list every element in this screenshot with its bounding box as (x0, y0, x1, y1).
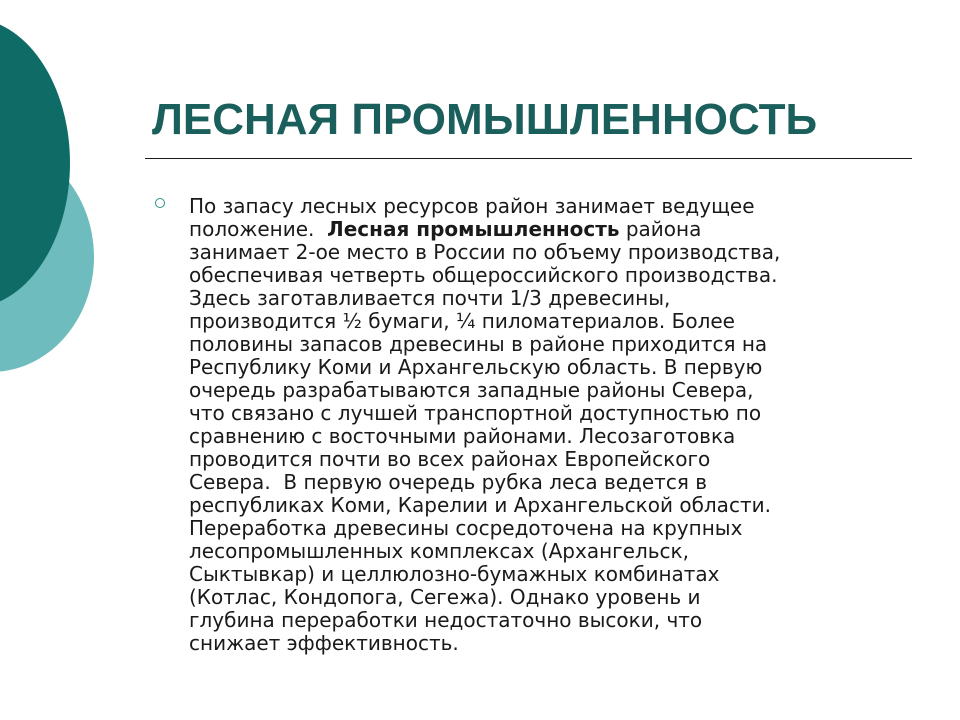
paragraph-line: проводится почти во всех районах Европейского (189, 447, 711, 471)
paragraph-line: Переработка древесины сосредоточена на крупных (189, 516, 743, 540)
paragraph-line: что связано с лучшей транспортной доступностью по (189, 401, 762, 425)
bullet-paragraph (189, 195, 901, 655)
title-divider (145, 158, 912, 159)
paragraph-line: производится ½ бумаги, ¼ пиломатериалов. Более (189, 309, 735, 333)
paragraph-line: глубина переработки недостаточно высоки, что (189, 608, 703, 632)
paragraph-line: половины запасов древесины в районе приходится на (189, 332, 768, 356)
paragraph-text-segment: положение. (189, 217, 328, 241)
paragraph-line: По запасу лесных ресурсов район занимает ведущее (189, 194, 755, 218)
paragraph-line: Севера. В первую очередь рубка леса ведется в (189, 470, 707, 494)
paragraph-line: сравнению с восточными районами. Лесозаготовка (189, 424, 736, 448)
paragraph-line: занимает 2-ое место в России по объему производства, (189, 240, 781, 264)
paragraph-text-segment: района (619, 217, 702, 241)
paragraph-line: Здесь заготавливается почти 1/3 древесины, (189, 286, 671, 310)
paragraph-line-with-emphasis (189, 218, 901, 241)
paragraph-line: Сыктывкар) и целлюлозно-бумажных комбинатах (189, 562, 720, 586)
paragraph-line: (Котлас, Кондопога, Сегежа). Однако уровень и (189, 585, 701, 609)
paragraph-line: очередь разрабатываются западные районы Севера, (189, 378, 754, 402)
paragraph-line: Республику Коми и Архангельскую область. В первую (189, 355, 763, 379)
paragraph-line: обеспечивая четверть общероссийского производства. (189, 263, 778, 287)
emphasized-term: Лесная промышленность (327, 217, 620, 241)
paragraph-line: республиках Коми, Карелии и Архангельской области. (189, 493, 771, 517)
paragraph-line: снижает эффективность. (189, 631, 459, 655)
hollow-circle-bullet-icon (155, 198, 165, 208)
slide-title: ЛЕСНАЯ ПРОМЫШЛЕННОСТЬ (152, 95, 818, 144)
paragraph-line: лесопромышленных комплексах (Архангельск, (189, 539, 689, 563)
